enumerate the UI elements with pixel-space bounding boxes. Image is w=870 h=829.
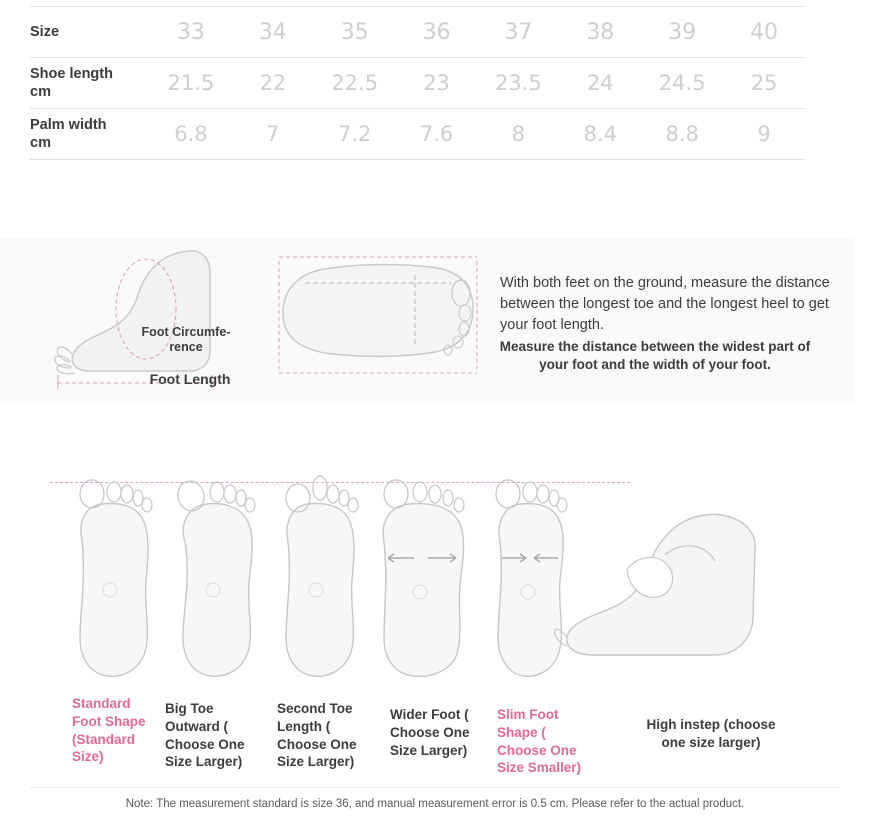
cell-shoelength-34: 22 [259, 71, 287, 95]
cell-palmwidth-36: 7.6 [419, 122, 454, 146]
table-row [30, 109, 805, 160]
table-row [30, 7, 805, 58]
row-label-size: Size [30, 23, 60, 40]
foot-shape-wider-diagram [370, 480, 475, 685]
cell-palmwidth-40: 9 [757, 122, 771, 146]
foot-sole-icon [265, 243, 490, 393]
cell-palmwidth-35: 7.2 [337, 122, 372, 146]
table-row [30, 58, 805, 109]
foot-shape-second-toe-diagram [268, 480, 373, 685]
foot-standard-icon [62, 480, 167, 685]
cell-palmwidth-33: 6.8 [174, 122, 208, 146]
row-label-line2: cm [30, 84, 51, 100]
foot-shapes-section [0, 430, 870, 790]
foot-high-instep-icon [555, 505, 770, 665]
foot-circumference-label-line1: Foot Circumfe- [141, 325, 231, 339]
size-chart-table [30, 6, 805, 160]
cell-palmwidth-37: 8 [511, 122, 526, 146]
foot-length-label: Foot Length [149, 371, 231, 387]
row-label-shoe-length [30, 58, 150, 109]
cell-shoelength-39: 24.5 [658, 71, 706, 95]
foot-wider-icon [370, 480, 480, 685]
measure-section [0, 238, 870, 403]
cell-size-33: 33 [176, 19, 205, 45]
cell-shoelength-35: 22.5 [331, 71, 379, 95]
measurement-note: Note: The measurement standard is size 36, and manual measurement error is 0.5 cm. Please refer to the actual product. [125, 798, 745, 810]
row-label-line1: Palm width [30, 116, 107, 133]
cell-size-40: 40 [750, 19, 779, 45]
foot-shape-big-toe-outward-diagram [165, 480, 270, 685]
cell-size-34: 34 [258, 19, 287, 45]
foot-second-toe-icon [268, 480, 373, 685]
cell-size-37: 37 [504, 19, 533, 45]
cell-palmwidth-34: 7 [266, 122, 280, 146]
cell-size-36: 36 [422, 19, 451, 45]
cell-shoelength-38: 24 [586, 71, 614, 95]
foot-shape-wider-caption: Wider Foot ( Choose One Size Larger) [390, 707, 470, 758]
foot-sole-view-diagram [265, 243, 490, 393]
cell-size-35: 35 [340, 19, 369, 45]
cell-palmwidth-38: 8.4 [583, 122, 618, 146]
cell-shoelength-33: 21.5 [167, 71, 215, 95]
foot-circumference-label-line2: rence [169, 340, 203, 354]
foot-shape-standard-caption: Standard Foot Shape (Standard Size) [72, 696, 146, 765]
foot-shape-second-toe-caption: Second Toe Length ( Choose One Size Larger) [277, 701, 357, 770]
cell-palmwidth-39: 8.8 [665, 122, 699, 146]
foot-circumference-label [136, 325, 236, 355]
measure-width-instruction: Measure the distance between the widest part of your foot and the width of your foot. [499, 339, 811, 373]
foot-shape-slim-caption: Slim Foot Shape ( Choose One Size Smaller) [497, 707, 582, 776]
cell-shoelength-40: 25 [750, 71, 778, 95]
row-label-line2: cm [30, 135, 51, 151]
cell-size-39: 39 [668, 19, 697, 45]
note-divider [30, 787, 840, 788]
foot-big-toe-outward-icon [165, 480, 270, 685]
measure-length-instruction: With both feet on the ground, measure the distance between the longest toe and the longest heel to get your foot length. [500, 275, 830, 334]
size-chart-table-container [30, 6, 805, 160]
row-label-line1: Shoe length [30, 65, 113, 82]
row-label-palm-width [30, 109, 150, 160]
foot-shape-high-instep-diagram [555, 505, 770, 665]
cell-shoelength-36: 23 [423, 71, 450, 95]
foot-shape-big-toe-outward-caption: Big Toe Outward ( Choose One Size Larger) [165, 701, 245, 770]
cell-shoelength-37: 23.5 [495, 71, 542, 95]
foot-shape-high-instep-caption: High instep (choose one size larger) [646, 717, 776, 750]
foot-shape-standard-diagram [62, 480, 167, 685]
foot-side-view-diagram [40, 243, 250, 393]
cell-size-38: 38 [586, 19, 615, 45]
